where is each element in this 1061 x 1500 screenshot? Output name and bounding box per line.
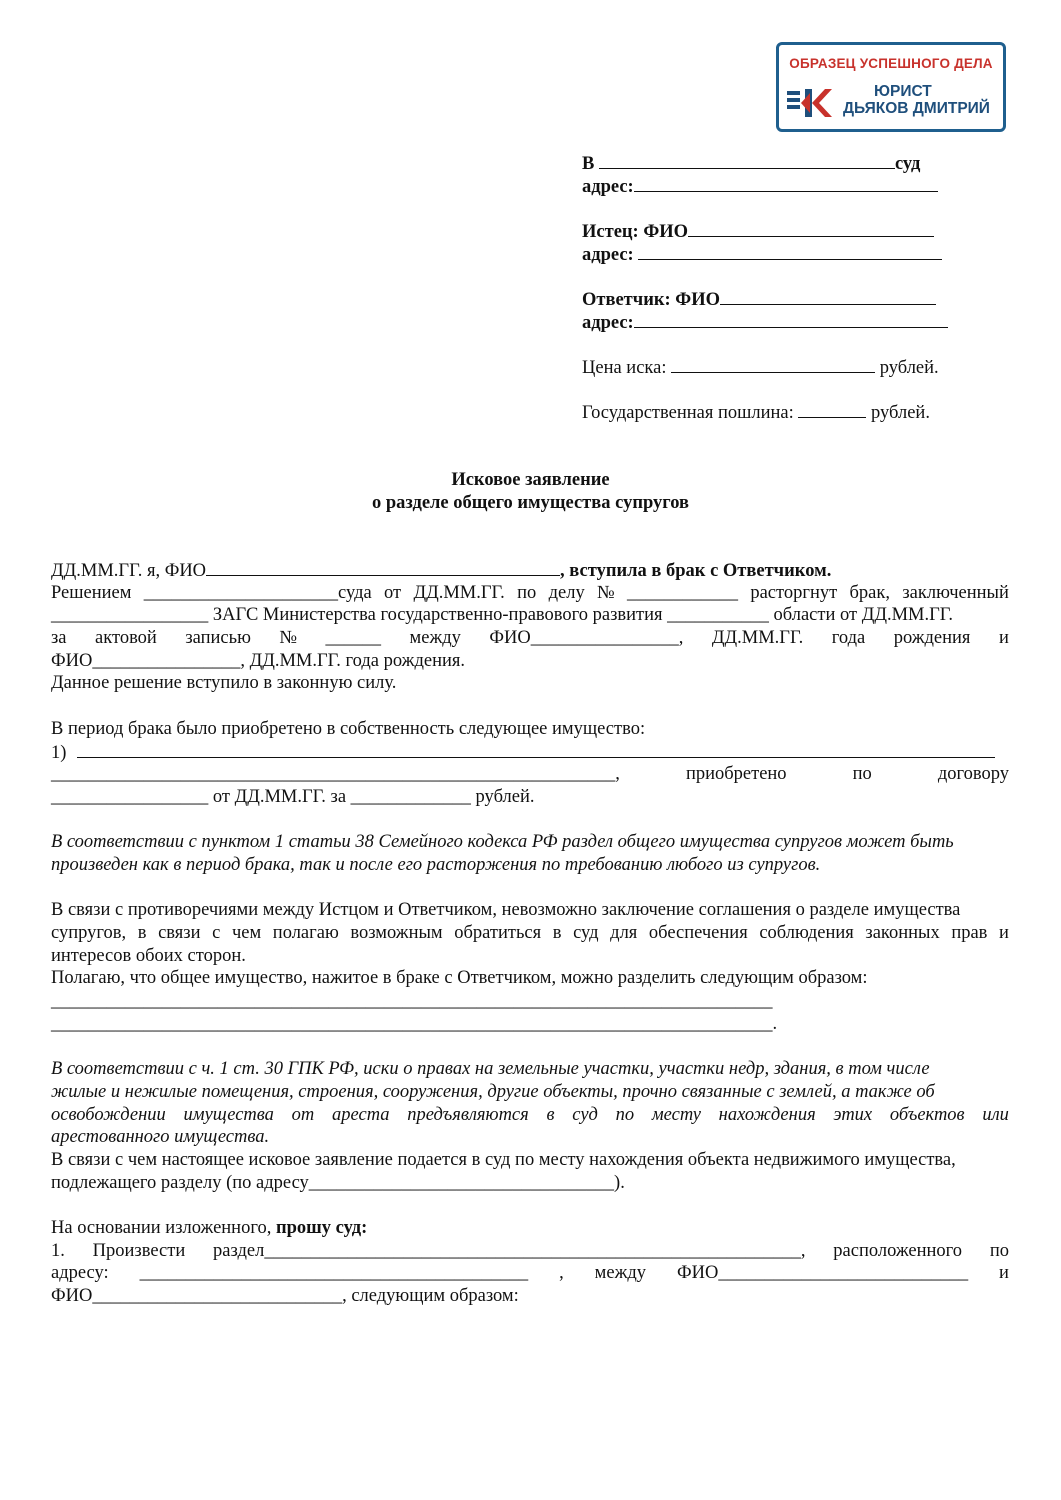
plaintiff-line: Истец: ФИО — [582, 220, 952, 244]
disagreement-line-2: супругов, в связи с чем полагаю возможным обратиться в суд для обеспечения соблюдения законных прав и — [51, 923, 1009, 943]
jurisdiction-line-2: подлежащего разделу (по адресу_________________________________). — [51, 1172, 625, 1193]
defendant-address-line: адрес: — [582, 311, 952, 335]
defendant-line: Ответчик: ФИО — [582, 288, 952, 312]
request-intro-line: На основании изложенного, прошу суд: — [51, 1217, 368, 1238]
civil-procedure-line-3: освобождении имущества от ареста предъявляются в суд по месту нахождения этих объектов или — [51, 1104, 1009, 1125]
claim-price-blank — [671, 356, 875, 373]
stamp-title: ОБРАЗЕЦ УСПЕШНОГО ДЕЛА — [789, 56, 993, 71]
court-address-line: адрес: — [582, 175, 952, 199]
document-body — [51, 559, 1009, 1308]
division-proposal-line: Полагаю, что общее имущество, нажитое в браке с Ответчиком, можно разделить следующим образом: — [51, 968, 868, 989]
stamp-name-line2: ДЬЯКОВ ДМИТРИЙ — [843, 100, 990, 117]
civil-procedure-line-1: В соответствии с ч. 1 ст. 30 ГПК РФ, иски о правах на земельные участки, участки недр, здания, в том числе — [51, 1059, 930, 1080]
request-item-line-2: адресу: __________________________________________ , между ФИО___________________________ и — [51, 1263, 1009, 1284]
civil-record-line: за актовой записью № ______ между ФИО________________, ДД.ММ.ГГ. года рождения и — [51, 628, 1009, 649]
claim-price-line: Цена иска: рублей. — [582, 358, 939, 378]
decision-effective-line: Данное решение вступило в законную силу. — [51, 673, 397, 694]
family-code-line-1: В соответствии с пунктом 1 статьи 38 Семейного кодекса РФ раздел общего имущества супругов может быть — [51, 832, 954, 853]
division-blank-2: ______________________________________________________________________________. — [51, 1013, 778, 1034]
family-code-line-2: произведен как в период брака, так и после его расторжения по требованию любого из супругов. — [51, 854, 821, 875]
division-blank-1: ______________________________________________________________________________ — [51, 991, 773, 1012]
defendant-blank — [720, 288, 936, 305]
property-item-line: 1) — [51, 741, 1009, 764]
property-price-line: _________________ от ДД.ММ.ГГ. за _____________ рублей. — [51, 786, 535, 807]
registry-office-line: _________________ ЗАГС Министерства государственно-правового развития ___________ области от ДД.ММ.ГГ. — [51, 605, 954, 626]
law-logo-icon — [785, 85, 833, 121]
jurisdiction-line-1: В связи с чем настоящее исковое заявление подается в суд по месту нахождения объекта недвижимого имущества, — [51, 1149, 956, 1170]
request-item-line-1: 1. Произвести раздел__________________________________________________________, расположенного по — [51, 1240, 1009, 1261]
property-blank — [77, 741, 995, 758]
civil-procedure-line-2: жилые и нежилые помещения, строения, сооружения, другие объекты, прочно связанные с землей, а также об — [51, 1081, 935, 1102]
state-duty-line: Государственная пошлина: рублей. — [582, 403, 930, 423]
document-title: Исковое заявление — [451, 470, 610, 490]
divorce-decision-line: Решением _____________________суда от ДД.ММ.ГГ. по делу № ____________ расторгнут брак, заключенный — [51, 582, 1009, 603]
disagreement-line-3: интересов обоих сторон. — [51, 945, 246, 966]
stamp-name-line1: ЮРИСТ — [874, 83, 932, 100]
request-item-line-3: ФИО___________________________, следующим образом: — [51, 1286, 519, 1306]
spouse-birth-line: ФИО________________, ДД.ММ.ГГ. года рождения. — [51, 650, 466, 671]
plaintiff-address-line: адрес: — [582, 243, 952, 267]
marriage-line: ДД.ММ.ГГ. я, ФИО , вступила в брак с Ответчиком. — [51, 561, 832, 581]
plaintiff-address-blank — [638, 243, 942, 260]
property-intro-line: В период брака было приобретено в собственность следующее имущество: — [51, 718, 646, 739]
name-blank — [206, 559, 560, 576]
plaintiff-blank — [688, 220, 934, 237]
defendant-address-blank — [634, 311, 948, 328]
document-subtitle: о разделе общего имущества супругов — [371, 493, 690, 513]
court-address-blank — [634, 175, 938, 192]
court-blank — [599, 152, 895, 169]
property-contract-line: _____________________________________________________________, приобретено по договору — [51, 764, 1009, 785]
court-line: В суд — [582, 154, 921, 174]
civil-procedure-line-4: арестованного имущества. — [51, 1127, 270, 1148]
state-duty-blank — [798, 401, 866, 418]
lawyer-stamp — [776, 42, 1006, 132]
disagreement-line-1: В связи с противоречиями между Истцом и Ответчиком, невозможно заключение соглашения о разделе имущества — [51, 900, 961, 921]
